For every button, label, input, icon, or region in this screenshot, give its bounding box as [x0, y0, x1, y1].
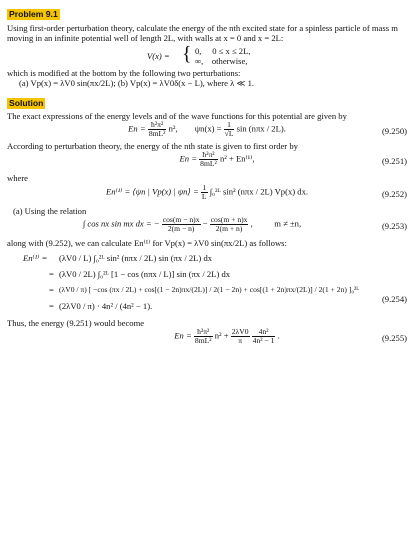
modified-text: which is modified at the bottom by the following two perturbations: — [7, 67, 241, 78]
equation-9-250: En = $\frac{\text{ħ²π²}}{\text{8mL²}}$ n², ψn(x) = $\frac{1}{√L}$ sin (nπx / 2L). (9.250) — [128, 120, 407, 139]
derivation-row: = (λV0 / π) [ −cos (πx / 2L) + cos[(1 − 2n)πx/(2L)] / 2(1 − 2n) + cos[(1 + 2n)πx/(2L)] / 2(1 + 2n) ]₀²ᴸ — [49, 284, 360, 295]
where-text: where — [7, 173, 28, 184]
equation-9-255: En = $\frac{\text{ħ²π²}}{\text{8mL²}}$ n² + $\frac{2\lambda V0}{\pi}$ $\frac{\text{4n²}}{\text{4n² − 1}}$ . (9.255) — [174, 327, 407, 346]
equation-9-253: ∫ cos nx sin mx dx = − $\frac{\cos(m - n)x}{2(m - n)}$ − $\frac{\cos(m + n)x}{2(m + n)}$ , m ≠ ±n, (9.253) — [82, 215, 407, 234]
equation-9-251: En = $\frac{\text{ħ²π²}}{\text{8mL²}}$ n² + En⁽¹⁾, (9.251) — [179, 150, 407, 169]
problem-label: Problem 9.1 — [9, 9, 58, 19]
thus-text: Thus, the energy (9.251) would become — [7, 317, 145, 328]
derivation-row: = (2λV0 / π) · 4n² / (4n² − 1). (9.254) — [49, 293, 407, 311]
page — [7, 4, 407, 350]
solution-text-2: According to perturbation theory, the energy of the nth state is given to first order by — [7, 141, 298, 152]
derivation-row: = (λV0 / 2L) ∫₀²ᴸ [1 − cos (nπx / L)] sin (πx / 2L) dx — [49, 268, 231, 279]
perturbations: (a) Vp(x) = λV0 sin(πx/2L); (b) Vp(x) = λV0δ(x − L), where λ ≪ 1. — [19, 78, 255, 89]
solution-text-1: The exact expressions of the energy levels and of the wave functions for this potential are given by — [7, 110, 347, 121]
problem-intro: Using first-order perturbation theory, calculate the energy of the nth excited state for a spinless particle of mass m moving in an infinite potential well of length 2L, with walls at x = 0 and x = 2L: — [7, 23, 398, 44]
part-a-text: (a) Using the relation — [13, 205, 87, 216]
equation-9-252: En⁽¹⁾ = ⟨ψn | Vp(x) | ψn⟩ = $\frac{1}{L}$ ∫₀²ᴸ sin² (nπx / 2L) Vp(x) dx. (9.252) — [105, 182, 407, 201]
derivation-row: En⁽¹⁾ = (λV0 / L) ∫₀²ᴸ sin² (nπx / 2L) sin (πx / 2L) dx — [23, 252, 213, 263]
along-text: along with (9.252), we can calculate En⁽¹⁾ for Vp(x) = λV0 sin(πx/2L) as follows: — [7, 238, 287, 249]
derivation — [7, 252, 407, 318]
potential-equation: V(x) = { 0, 0 ≤ x ≤ 2L, ∞, otherwise, — [147, 42, 251, 66]
solution-label: Solution — [9, 97, 44, 108]
